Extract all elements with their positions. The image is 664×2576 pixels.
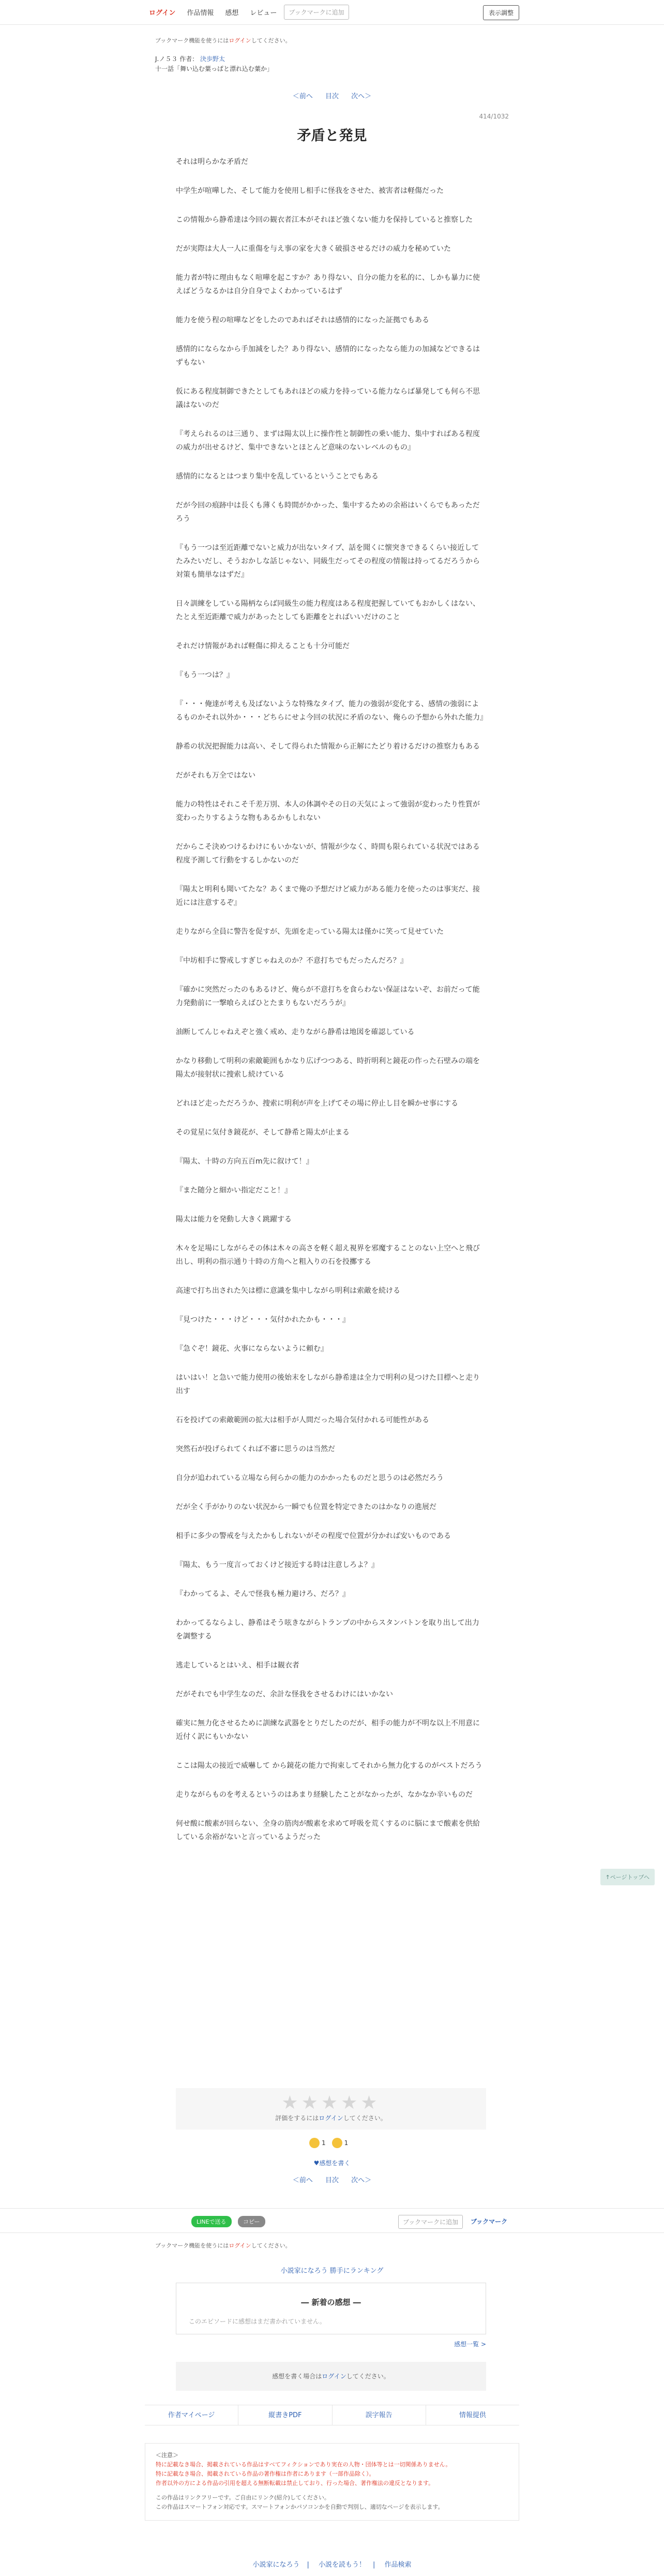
display-settings-button[interactable]: 表示調整	[483, 5, 519, 20]
body-paragraph: 陽太は能力を発動し大きく跳躍する	[176, 1215, 292, 1224]
body-paragraph: だが実際は大人一人に重傷を与え事の家を大きく破損させるだけの威力を秘めていた	[176, 245, 451, 253]
body-paragraph: この情報から静希達は今回の観衣者江本がそれほど強くない能力を保持していると推察した	[176, 216, 473, 224]
prev-link[interactable]: ＜前へ	[292, 93, 313, 100]
bottom-nav: 小説家になろう | 小説を読もう！ | 作品検索	[252, 2561, 412, 2569]
note-text: ブックマーク機能を使うには	[155, 37, 229, 44]
note-login-link[interactable]: ログイン	[229, 37, 251, 44]
body-paragraph: だが今回の痕跡中は長くも薄くも時間がかかった、集中するための余裕はいくらでもあっただろう	[176, 501, 480, 523]
bookmark-login-note	[155, 36, 291, 44]
body-paragraph: 感情的になるとはつまり集中を乱しているということでもある	[176, 472, 379, 481]
search-link[interactable]: 作品検索	[384, 2561, 412, 2569]
body-paragraph: 自分が追われている立場なら何らかの能力のかかったものだと思うのは必然だろう	[176, 1474, 444, 1482]
body-paragraph: だがそれでも中学生なのだ、余計な怪我をさせるわけにはいかない	[176, 1690, 393, 1699]
body-paragraph: 木々を足場にしながらその体は木々の高さを軽く超え視界を邪魔することのない上空へと飛び出し、明利の指示通り十時の方角へと粗入りの石を投擲する	[176, 1244, 480, 1266]
new-impressions-box	[176, 2283, 486, 2334]
body-paragraph: だからこそ決めつけるわけにもいかないが、情報が少なく、時間も限られている状況ではある程度予測して行動をするしかないのだ	[176, 843, 480, 865]
body-paragraph: ここは陽太の接近で威嚇して から鏡花の能力で拘束してそれから無力化するのがベストだろう	[176, 1762, 482, 1770]
body-paragraph: 逃走しているとはいえ、相手は観衣者	[176, 1661, 299, 1670]
body-paragraph: 石を投げての索敵範囲の拡大は相手が人間だった場合気付かれる可能性がある	[176, 1416, 429, 1424]
share-bar	[0, 2208, 664, 2233]
copy-button[interactable]: コピー	[238, 2216, 265, 2227]
login-box-text: 感想を書く場合は	[272, 2373, 322, 2380]
body-paragraph: 能力の特性はそれこそ千差万別、本人の体調やその日の天気によって強弱が変わったり性質が変わったりするような物もあるかもしれない	[176, 800, 480, 822]
notice-red-1: 特に記載なき場合、掲載されている作品はすべてフィクションであり実在の人物・団体等とは一切関係ありません。	[156, 2461, 451, 2468]
bookmark-button[interactable]: ブックマークに追加	[284, 5, 349, 20]
nav-reviews[interactable]: レビュー	[250, 9, 277, 17]
body-paragraph: その覚星に気付き鏡花が、そして静希と陽太が止まる	[176, 1128, 350, 1137]
note-text: ブックマーク機能を使うには	[155, 2242, 229, 2249]
smile-icon	[332, 2138, 342, 2148]
nav-work-info[interactable]: 作品情報	[187, 9, 214, 17]
impressions-list-link[interactable]: 感想一覧 >	[454, 2341, 486, 2348]
body-paragraph: だが全く手がかりのない状況から一瞬でも位置を特定できたのはかなりの進展だ	[176, 1503, 436, 1511]
login-link[interactable]: ログイン	[149, 9, 176, 17]
body-paragraph: 日々訓練をしている陽柄ならば同級生の能力程度はある程度把握していてもおかしくはない、たとえ至近距離で威力があったとしても距離をとればいいだけのこと	[176, 600, 480, 621]
rating-login-link[interactable]: ログイン	[319, 2115, 343, 2122]
episode-label: J.ノ５３	[155, 55, 178, 63]
vertical-pdf-link[interactable]: 縦書きPDF	[238, 2405, 332, 2425]
notice-line-2: この作品はスマートフォン対応です。スマートフォンかパソコンかを自動で判別し、適切なページを表示します。	[156, 2504, 444, 2510]
rating-note-end: してください。	[343, 2115, 387, 2122]
body-paragraph: 『わかってるよ、そんで怪我も極力避けろ、だろ？』	[176, 1590, 350, 1598]
pager-bottom	[0, 2175, 664, 2184]
bookmark-follow-link[interactable]: ブックマーク	[471, 2218, 508, 2225]
body-paragraph: 能力者が特に理由もなく喧嘩を起こすか？あり得ない、自分の能力を私的に、しかも暴力に使えばどうなるかは自分自身でよくわかっているはず	[176, 274, 480, 295]
work-meta	[155, 54, 273, 74]
chapter-title: 十一話「舞い込む葉っぱと漂れ込む葉か」	[155, 65, 274, 72]
note-login-link[interactable]: ログイン	[229, 2242, 251, 2249]
body-paragraph: 静希の状況把握能力は高い、そして得られた情報から正解にたどり着けるだけの推察力もある	[176, 742, 480, 751]
line-share-button[interactable]: LINEで送る	[191, 2216, 232, 2227]
body-paragraph: 『もう一つは至近距離でないと威力が出ないタイプ、話を聞くに懐突きできるくらい接近してたみたいだし、そうおかしな話じゃない、同級生だってその程度の情報は持ってるだろうから対策も簡単なはずだ』	[176, 544, 480, 579]
body-paragraph: 『陽太、もう一度言っておくけど接近する時は注意しろよ？』	[176, 1561, 379, 1569]
body-paragraph: 走りながら全員に警告を促すが、先頭を走っている陽太は僅かに笑って見せていた	[176, 928, 444, 936]
thumbs-up-icon	[309, 2138, 320, 2148]
notice-red-3: 作者以外の方による作品の引用を超える無断転載は禁止しており、行った場合、著作権法の違反となります。	[156, 2480, 434, 2486]
body-paragraph: それは明らかな矛盾だ	[176, 158, 248, 166]
bookmark-login-note-bottom	[155, 2241, 291, 2250]
body-paragraph: 『もう一つは？』	[176, 671, 234, 679]
body-paragraph: どれほど走っただろうか、捜索に明利が声を上げてその場に停止し目を瞬かせ事にする	[176, 1099, 458, 1108]
body-paragraph: 何せ酸に酸素が回らない、全身の筋肉が酸素を求めて呼吸を荒くするのに脳にまで酸素を供給している余裕がないと言っているようだった	[176, 1820, 480, 1841]
footer-links	[145, 2405, 519, 2425]
body-paragraph: 高速で打ち出された矢は標に意識を集中しながら明利は索敵を続ける	[176, 1287, 400, 1295]
info-provide-link[interactable]: 情報提供	[459, 2411, 486, 2419]
rating-note-text: 評価をするには	[275, 2115, 319, 2122]
rating-note	[176, 2113, 486, 2122]
login-box-link[interactable]: ログイン	[322, 2373, 346, 2380]
body-paragraph: 油断してんじゃねえぞと強く戒め、走りながら静希は地図を確認している	[176, 1028, 415, 1036]
body-paragraph: 走りながらものを考えるというのはあまり経験したことがなかったが、なかなか辛いものだ	[176, 1791, 473, 1799]
pager-top	[0, 91, 664, 100]
rating-stars[interactable]: ★★★★★	[281, 2092, 381, 2113]
body-paragraph: 相手に多少の警戒を与えたかもしれないがその程度で位置が分かれば安いものである	[176, 1532, 451, 1540]
body-paragraph: 『陽太と明利も聞いてたな？あくまで俺の予想だけど威力がある能力を使ったのは事実だ、接近には注意するぞ』	[176, 885, 480, 907]
reaction-count: 1	[322, 2139, 326, 2147]
ranking-link[interactable]: 小説家になろう 勝手にランキング	[280, 2267, 384, 2275]
notice-red-2: 特に記載なき場合、掲載されている作品の著作権は作者にあります（一部作品除く）。	[156, 2470, 375, 2477]
site-header	[0, 0, 664, 25]
author-link[interactable]: 決歩野太	[200, 55, 225, 63]
nav-impressions[interactable]: 感想	[225, 9, 239, 17]
reaction-smile[interactable]	[332, 2138, 349, 2148]
reaction-count: 1	[344, 2139, 349, 2147]
author-label: 作者：	[179, 55, 199, 63]
prev-link[interactable]: ＜前へ	[292, 2177, 313, 2184]
body-paragraph: 『急ぐぞ！鏡花、火事にならないように頼む』	[176, 1345, 328, 1353]
impression-login-box	[176, 2362, 486, 2391]
site-top-link[interactable]: 小説家になろう	[252, 2561, 300, 2569]
author-mypage-link[interactable]: 作者マイページ	[145, 2405, 238, 2425]
body-paragraph: 『中坊相手に警戒しすぎじゃねえのか？不意打ちでもだったんだろ？』	[176, 957, 408, 965]
body-paragraph: かなり移動して明利の索敵範囲もかなり広げつつある、時折明利と鏡花の作った石壁みの端を陽太が接射状に捜索し続けている	[176, 1057, 480, 1079]
body-paragraph: 『考えられるのは三通り、まずは陽太以上に操作性と制御性の乗い能力、集中すればある程度の威力が出せるけど、集中できないとほとんど意味のないレベルのもの』	[176, 430, 480, 452]
novel-body	[176, 155, 486, 1859]
reaction-thumbs-up[interactable]	[309, 2138, 326, 2148]
bookmark-button-bottom[interactable]: ブックマークに追加	[398, 2215, 463, 2229]
next-link[interactable]: 次へ＞	[351, 93, 372, 100]
body-paragraph: 確実に無力化させるために訓練な武器をとりだしたのだが、相手の能力が不明な以上不用意に近付く訳にもいかない	[176, 1719, 480, 1741]
write-impression-link[interactable]: ♥感想を書く	[313, 2160, 351, 2167]
body-paragraph: 『陽太、十時の方向五百m先に叙けて！』	[176, 1157, 313, 1166]
note-text-end: してください。	[251, 37, 291, 44]
body-paragraph: 突然石が投げられてくれば不審に思うのは当然だ	[176, 1445, 335, 1453]
body-paragraph: 『確かに突然だったのもあるけど、俺らが不意打ちを食らわない保証はないぞ、お前だって能力発動前に一撃喰らえばひとたまりもないだろうが』	[176, 986, 480, 1007]
page-top-button[interactable]: ↑ページトップへ	[600, 1869, 655, 1885]
notice-line-1: この作品はリンクフリーです。ご自由にリンク(紹介)してください。	[156, 2494, 330, 2501]
body-paragraph: 能力を使う程の喧嘩などをしたのであればそれは感情的になった証拠でもある	[176, 316, 429, 324]
body-paragraph: 仮にある程度制御できたとしてもあれほどの威力を持っている能力ならば暴発しても何ら不思議はないのだ	[176, 388, 480, 409]
next-link[interactable]: 次へ＞	[351, 2177, 372, 2184]
page-number: 414/1032	[479, 113, 509, 120]
episode-title: 矛盾と発見	[297, 128, 367, 144]
yomou-link[interactable]: 小説を読もう！	[318, 2561, 366, 2569]
rating-box	[176, 2088, 486, 2130]
reactions	[309, 2138, 348, 2148]
body-paragraph: 中学生が喧嘩した、そして能力を使用し相手に怪我をさせた、被害者は軽傷だった	[176, 187, 444, 195]
body-paragraph: 『見つけた・・・けど・・・気付かれたかも・・・』	[176, 1316, 350, 1324]
index-link[interactable]: 目次	[325, 93, 339, 100]
body-paragraph: だがそれも万全ではない	[176, 771, 255, 780]
body-paragraph: 『また随分と細かい指定だこと！』	[176, 1186, 292, 1195]
body-paragraph: はいはい！と急いで能力使用の後始末をしながら静希達は全力で明利の見つけた目標へと走り出す	[176, 1374, 480, 1395]
impressions-empty: このエピソードに感想はまだ書かれていません。	[189, 2318, 326, 2325]
note-text-end: してください。	[251, 2242, 291, 2249]
body-paragraph: それだけ情報があれば軽傷に抑えることも十分可能だ	[176, 642, 350, 650]
index-link[interactable]: 目次	[325, 2177, 339, 2184]
impressions-heading: ― 新着の感想 ―	[301, 2298, 361, 2307]
notice-heading: ＜注意＞	[156, 2452, 178, 2459]
body-paragraph: わかってるならよし、静希はそう呟きながらトランプの中からスタンバトンを取り出して出力を調整する	[176, 1619, 479, 1641]
body-paragraph: 感情的にならなから手加減をした？あり得ない、感情的になったなら能力の加減などできるはずもない	[176, 345, 480, 367]
header-nav	[145, 4, 349, 20]
notice-box	[145, 2443, 519, 2521]
typo-report-link[interactable]: 誤字報告	[333, 2405, 426, 2425]
body-paragraph: 『・・・俺達が考えも及ばないような特殊なタイプ、能力の強弱が変化する、感情の強弱によるものかそれ以外か・・・どちらにせよ今回の状況に矛盾のない、俺らの予想から外れた能力』	[176, 700, 487, 722]
login-box-end: してください。	[346, 2373, 390, 2380]
